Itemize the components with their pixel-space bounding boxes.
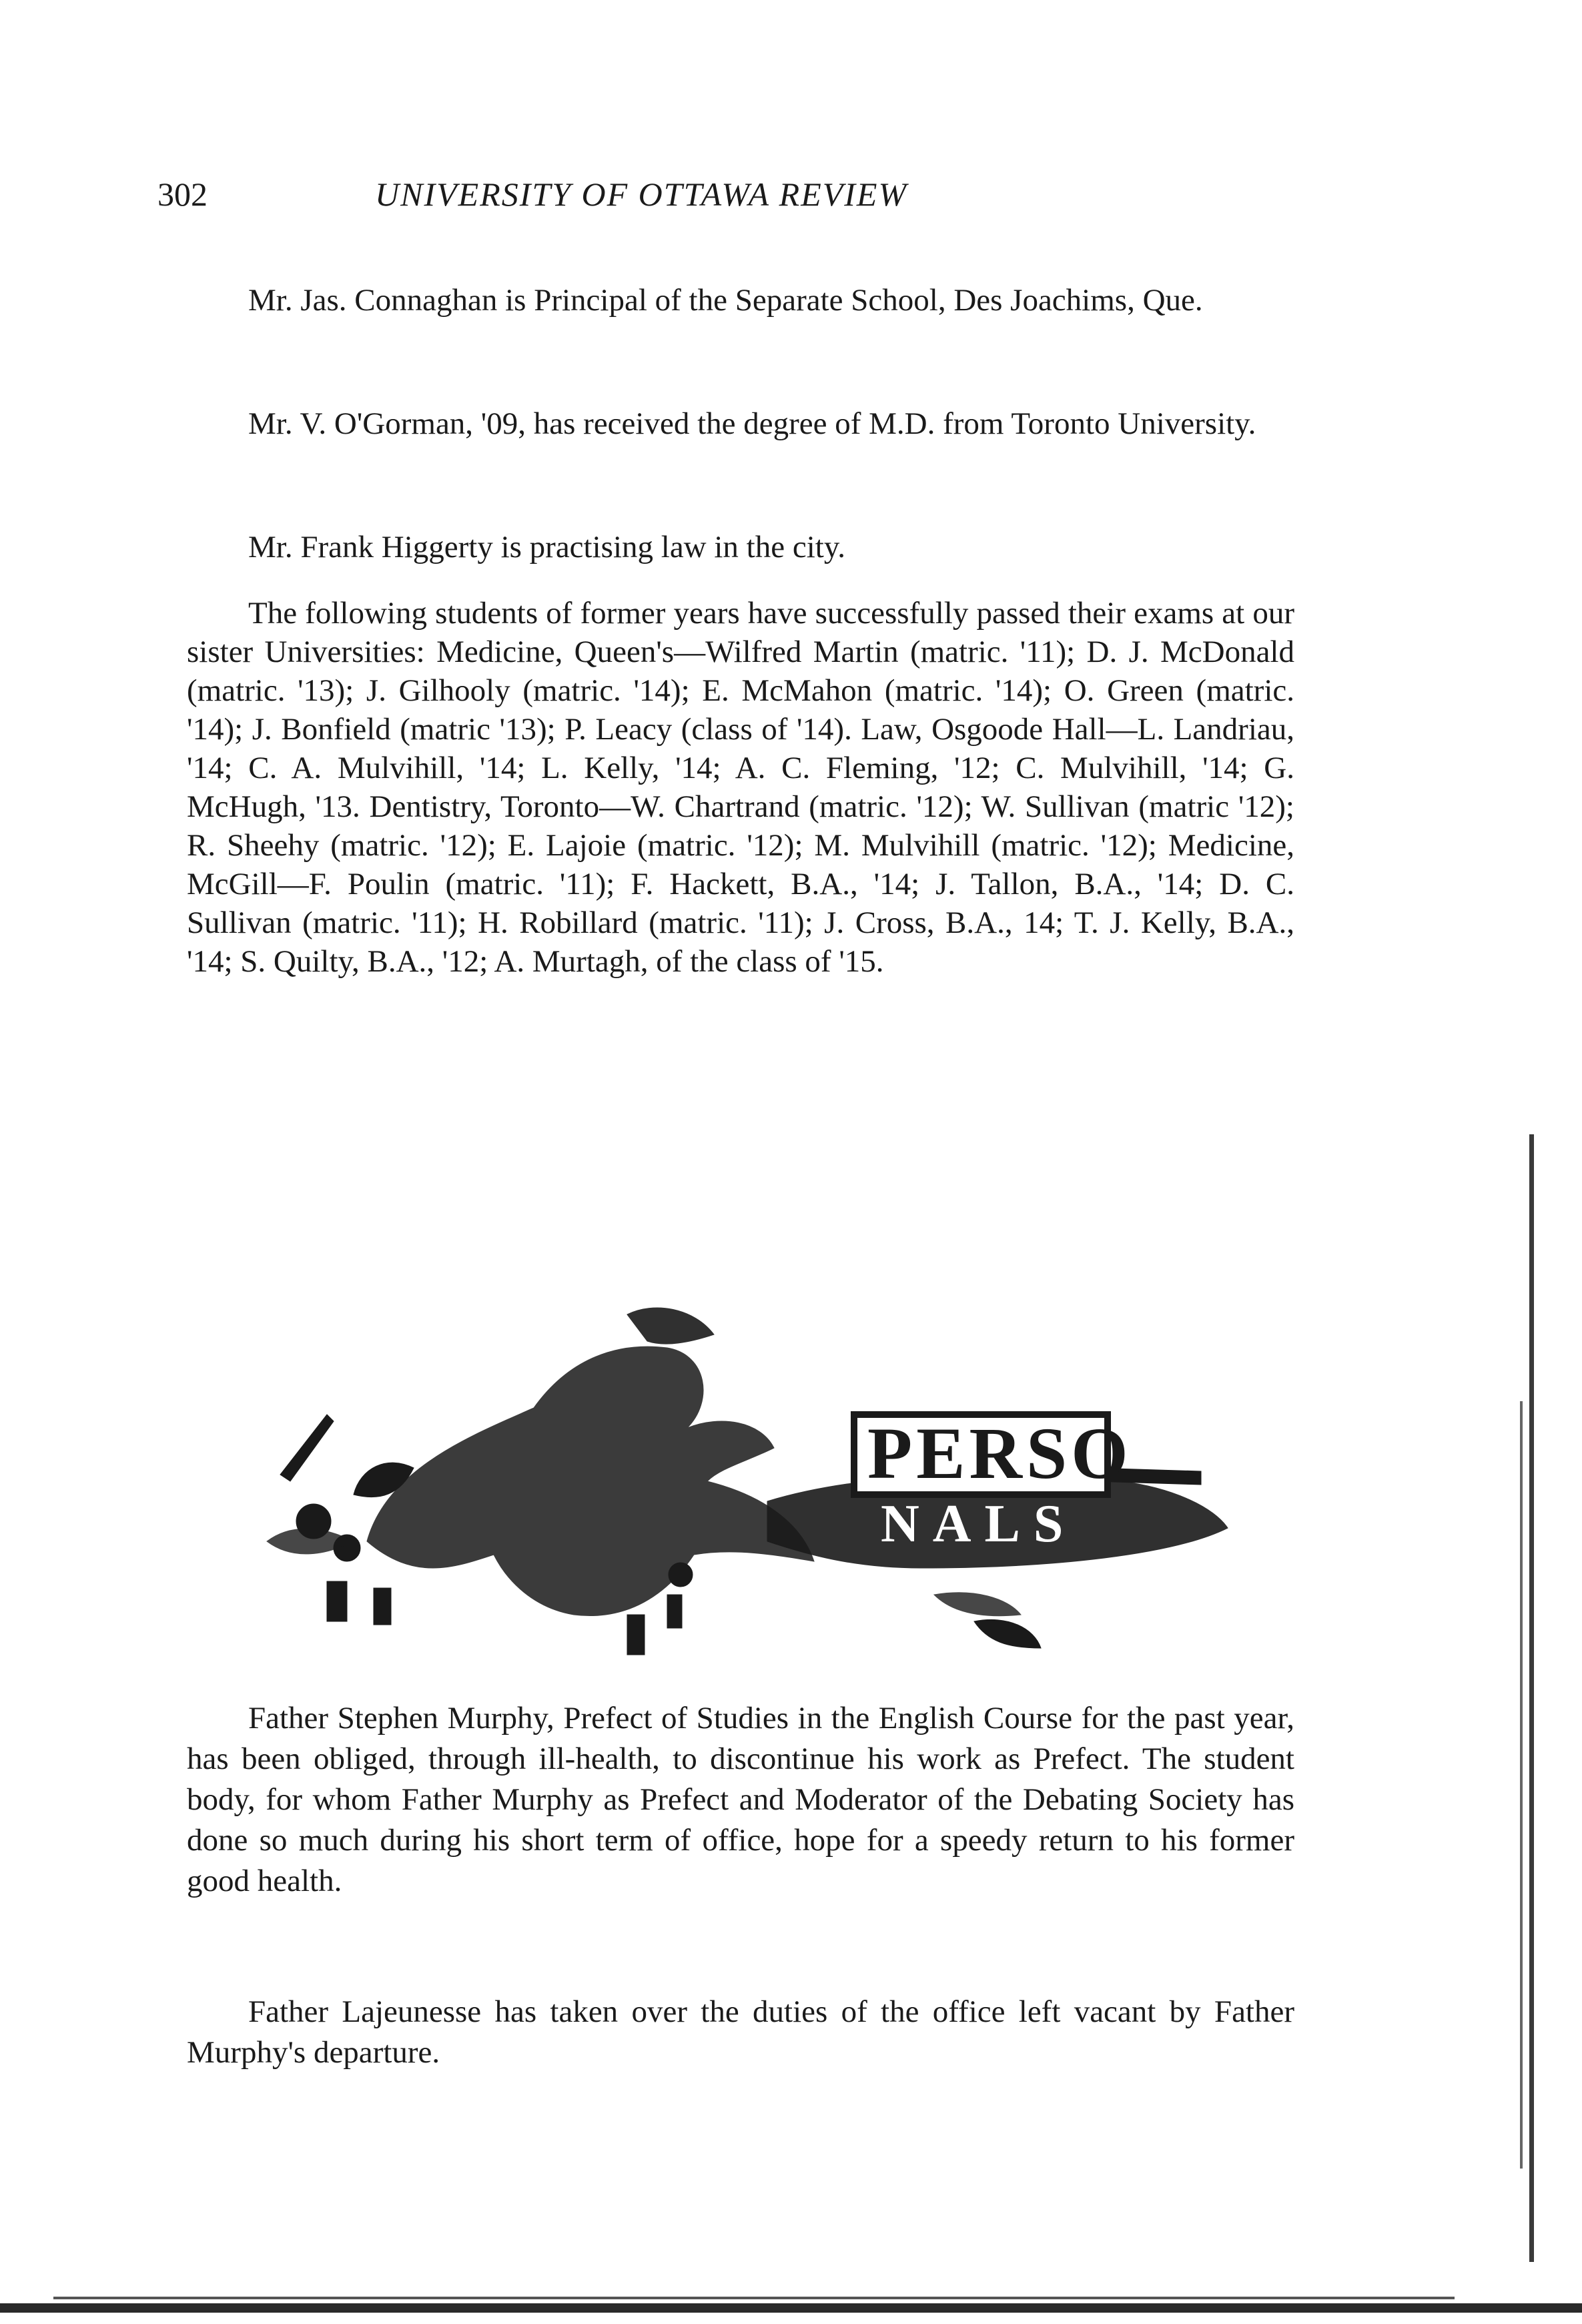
personals-ornament xyxy=(254,1301,1241,1661)
paragraph-higgerty xyxy=(187,527,1294,568)
page-header xyxy=(157,175,1305,228)
paragraph-text: The following students of former years have successfully passed their exams at our sister Universities: Medicine, Queen's—Wilfred Martin (matric. '11); D. J. McDonald (matric. '13); J. Gilhooly (matric. '14); E. McMahon (matric. '14); O. Green (matric. '14); J. Bonfield (matric '13); P. Leacy (class of '14). Law, Osgoode Hall—L. Landriau, '14; C. A. Mulvihill, '14; L. Kelly, '14; A. C. Fleming, '12; C. Mulvihill, '14; G. McHugh, '13. Dentistry, Toronto—W. Chartrand (matric. '12); W. Sullivan (matric '12); R. Sheehy (matric. '12); E. Lajoie (matric. '12); M. Mulvihill (matric. '12); Medicine, McGill—F. Poulin (matric. '11); F. Hackett, B.A., '14; J. Tallon, B.A., '14; D. C. Sullivan (matric. '11); H. Robillard (matric. '11); J. Cross, B.A., 14; T. J. Kelly, B.A., '14; S. Quilty, B.A., '12; A. Murtagh, of the class of '15. xyxy=(187,596,1294,979)
paragraph-students-list xyxy=(187,594,1294,981)
scan-edge-rule xyxy=(1520,1401,1523,2169)
paragraph-connaghan xyxy=(187,280,1294,321)
paragraph-father-murphy xyxy=(187,1698,1294,1902)
scan-bottom-rule xyxy=(0,2303,1582,2313)
scan-edge-rule xyxy=(1529,1134,1534,2262)
paragraph-text: Father Stephen Murphy, Prefect of Studies in the English Course for the past year, has been obliged, through ill-health, to discontinue his work as Prefect. The student body, for whom Father Murphy as Prefect and Moderator of the Debating Society has done so much during his short term of office, hope for a speedy return to his former good health. xyxy=(187,1701,1294,1898)
page-number: 302 xyxy=(157,175,208,213)
paragraph-text: Mr. V. O'Gorman, '09, has received the degree of M.D. from Toronto University. xyxy=(248,406,1256,441)
scan-bottom-rule xyxy=(53,2297,1455,2299)
paragraph-ogorman xyxy=(187,404,1294,444)
paragraph-father-lajeunesse xyxy=(187,1992,1294,2073)
paragraph-text: Mr. Frank Higgerty is practising law in the city. xyxy=(248,530,846,564)
ornament-lettering: PERSO xyxy=(867,1413,1132,1494)
paragraph-text: Father Lajeunesse has taken over the duties of the office left vacant by Father Murphy's departure. xyxy=(187,1994,1294,2070)
paragraph-text: Mr. Jas. Connaghan is Principal of the Separate School, Des Joachims, Que. xyxy=(248,283,1203,318)
running-title: UNIVERSITY OF OTTAWA REVIEW xyxy=(375,175,908,213)
svg-text:NALS: NALS xyxy=(881,1495,1077,1553)
